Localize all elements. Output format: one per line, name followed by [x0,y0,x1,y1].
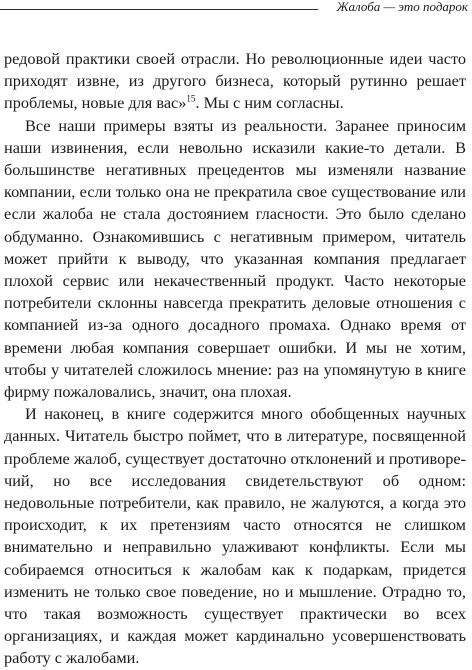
paragraph: Все наши примеры взяты из реальности. Заранее приносим наши извинения, если невольно исказили какие-то детали. В большинстве негативных прецедентов мы изменяли название компании, если только она не прекратила свое существование или если жалоба не стала достоянием гласности. Это было сделано обдуманно. Ознакомившись с негативным примером, читатель может прийти к выводу, что указанная компания предлагает плохой сервис или некачественный продукт. Часто некоторые потребители склонны навсегда прекратить деловые отношения с компанией из-за одного досадного промаха. Однако время от времени любая компания совершает ошибки. И мы не хотим, чтобы у читателей сложилось мнение: раз на упомянутую в книге фирму пожаловались, значит, она плохая. [4,115,466,402]
footnote-marker: 15 [186,93,196,104]
header-rule [0,9,318,10]
running-header-title: Жалоба — это подарок [336,0,468,14]
paragraph-continued [4,48,466,115]
paragraph-text: редовой практики своей отрасли. Но революционные идеи часто приходят извне, из другого бизнеса, который рутинно решает проблемы, новые для вас» [4,49,466,113]
paragraph: И наконец, в книге содержится много обобщенных научных данных. Читатель быстро поймет, что в литературе, посвященной проблеме жалоб, существует достаточно отклонений и противоречий, но все исследования свидетельствуют об одном: недовольные потребители, как правило, не жалуются, а когда это происходит, к их претензиям часто относятся не слишком внимательно и неправильно улаживают конфликты. Если мы собираемся относиться к жалобам как к подаркам, придется изменить не только свое поведение, но и мышление. Отрадно то, что такая возможность существует практически во всех организациях, и каждая может кардинально усовершенствовать работу с жалобами. [4,404,466,668]
running-header [0,0,472,16]
page-body [4,48,466,670]
paragraph-text-tail: . Мы с ним согласны. [195,93,344,113]
